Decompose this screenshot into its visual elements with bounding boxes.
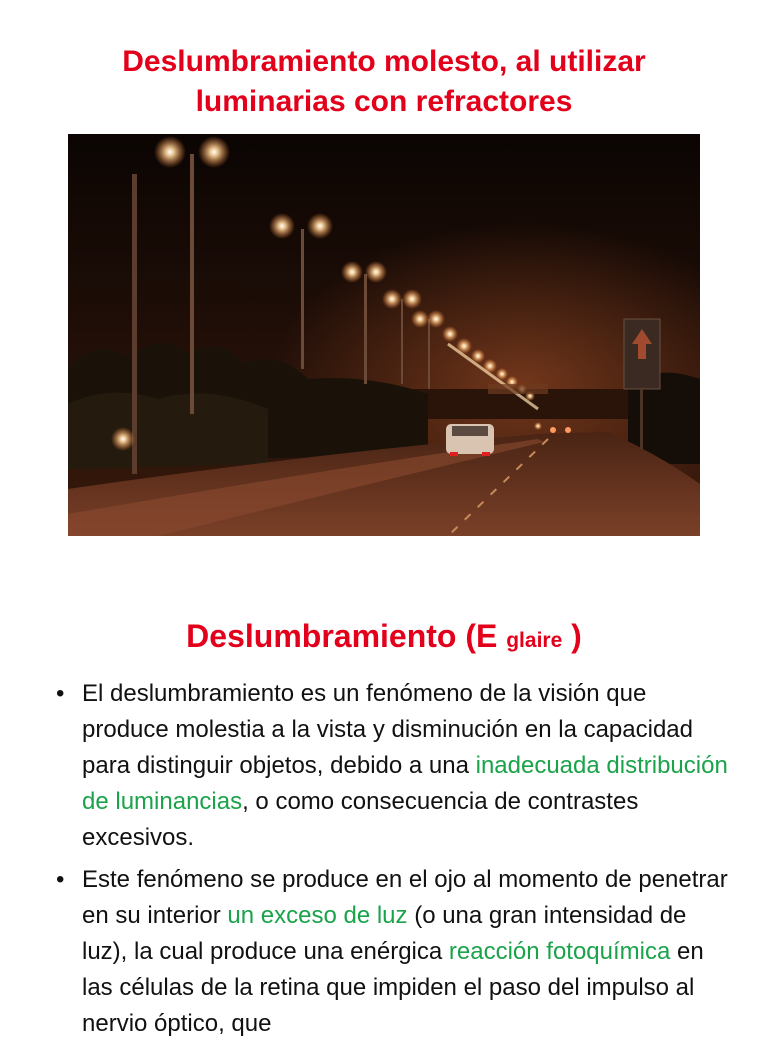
- night-street-photo: [68, 134, 700, 536]
- slide-title: [0, 42, 768, 122]
- bullet-2-highlight-2: reacción fotoquímica: [448, 938, 671, 965]
- bullet-item-1: [56, 676, 736, 856]
- bullet-marker: •: [56, 680, 65, 707]
- section-heading: [0, 614, 768, 663]
- slide-title-line-1: Deslumbramiento molesto, al utilizar: [122, 45, 646, 78]
- bullet-2-text-c: en las células de la retina que impiden el paso del impulso al nervio óptico, que: [82, 938, 704, 1037]
- bullet-item-2: [56, 862, 736, 1042]
- bullet-1-highlight: inadecuada distribución de luminancias: [82, 752, 728, 815]
- slide-title-line-2: luminarias con refractores: [195, 85, 573, 118]
- bullet-1-text-a: El deslumbramiento es un fenómeno de la visión que produce molestia a la vista y disminución en la capacidad para distinguir objetos, debido a una: [82, 680, 694, 779]
- section-heading-small: glaire: [506, 629, 563, 652]
- bullet-marker: •: [56, 866, 65, 893]
- bullet-1-text-b: , o como consecuencia de contrastes excesivos.: [82, 788, 639, 851]
- section-heading-main: Deslumbramiento (E: [186, 618, 498, 654]
- bullet-2-highlight-1: un exceso de luz: [227, 902, 408, 929]
- bullet-2-text-a: Este fenómeno se produce en el ojo al momento de penetrar en su interior: [82, 866, 728, 929]
- section-heading-close: ): [571, 618, 582, 654]
- bullet-list: [56, 676, 736, 1048]
- bullet-2-text-b: (o una gran intensidad de luz), la cual produce una enérgica: [82, 902, 687, 965]
